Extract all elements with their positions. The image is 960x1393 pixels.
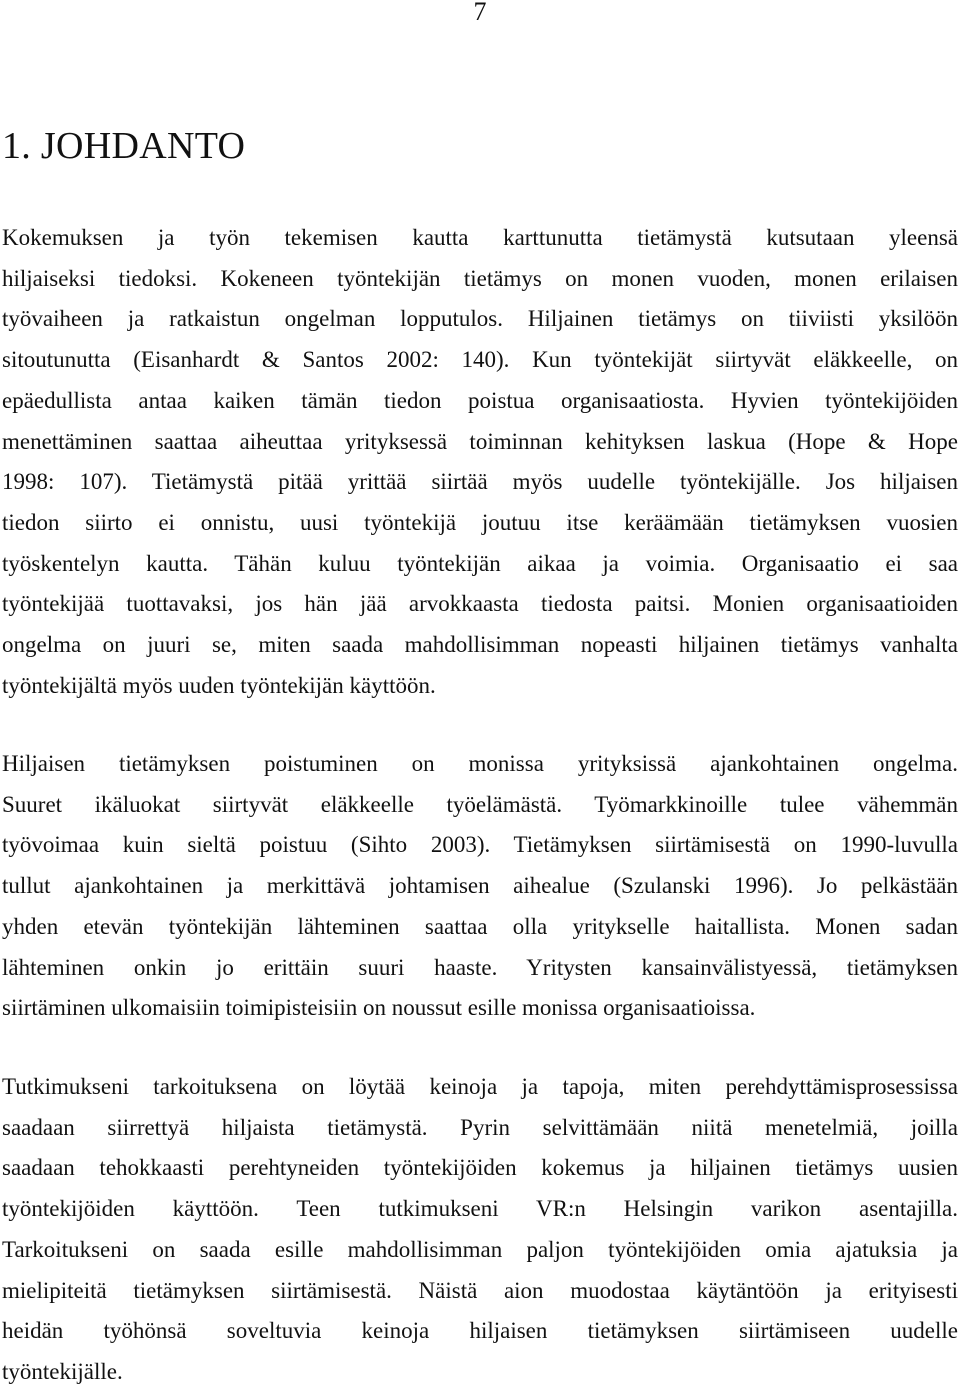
text-line: työskentelyn kautta. Tähän kuluu työntekijän aikaa ja voimia. Organisaatio ei saa: [2, 550, 958, 576]
text-line: saadaan tehokkaasti perehtyneiden työntekijöiden kokemus ja hiljainen tietämys uusien: [2, 1155, 958, 1181]
text-line: menettäminen saattaa aiheuttaa yrityksessä toiminnan kehityksen laskua (Hope & Hope: [2, 428, 958, 454]
paragraph-2: [2, 744, 958, 1029]
text-line: työvaiheen ja ratkaistun ongelman lopputulos. Hiljainen tietämys on tiiviisti yksilöön: [2, 306, 958, 332]
text-line: hiljaiseksi tiedoksi. Kokeneen työntekijän tietämys on monen vuoden, monen erilaisen: [2, 265, 958, 291]
text-line: Kokemuksen ja työn tekemisen kautta karttunutta tietämystä kutsutaan yleensä: [2, 225, 958, 250]
text-line: työntekijöiden käyttöön. Teen tutkimukseni VR:n Helsingin varikon asentajilla.: [2, 1196, 958, 1222]
text-line: työntekijälle.: [2, 1358, 123, 1384]
text-line: mielipiteitä tietämyksen siirtämisestä. Näistä aion muodostaa käytäntöön ja erityisesti: [2, 1277, 958, 1303]
text-line: sitoutunutta (Eisanhardt & Santos 2002: 140). Kun työntekijät siirtyvät eläkkeelle, on: [2, 347, 958, 373]
page-number: 7: [473, 0, 487, 26]
text-line: työvoimaa kuin sieltä poistuu (Sihto 2003). Tietämyksen siirtämisestä on 1990-luvulla: [2, 832, 958, 858]
chapter-heading: 1. JOHDANTO: [2, 125, 246, 167]
text-line: heidän työhönsä soveltuvia keinoja hiljaisen tietämyksen siirtämiseen uudelle: [2, 1318, 958, 1344]
text-line: työntekijältä myös uuden työntekijän käyttöön.: [2, 672, 436, 698]
text-line: siirtäminen ulkomaisiin toimipisteisiin on noussut esille monissa organisaatioissa.: [2, 995, 756, 1021]
paragraph-3: [2, 1067, 958, 1393]
text-line: Tarkoitukseni on saada esille mahdollisimman paljon työntekijöiden omia ajatuksia ja: [2, 1236, 958, 1262]
text-line: 1998: 107). Tietämystä pitää yrittää siirtää myös uudelle työntekijälle. Jos hiljaisen: [2, 469, 958, 495]
text-line: työntekijää tuottavaksi, jos hän jää arvokkaasta tiedosta paitsi. Monien organisaatioiden: [2, 591, 958, 617]
text-line: Tutkimukseni tarkoituksena on löytää keinoja ja tapoja, miten perehdyttämisprosessissa: [2, 1074, 958, 1099]
text-line: lähteminen onkin jo erittäin suuri haaste. Yritysten kansainvälistyessä, tietämyksen: [2, 954, 958, 980]
text-line: Suuret ikäluokat siirtyvät eläkkeelle työelämästä. Työmarkkinoille tulee vähemmän: [2, 791, 958, 817]
text-line: yhden etevän työntekijän lähteminen saattaa olla yritykselle haitallista. Monen sadan: [2, 913, 958, 939]
text-line: saadaan siirrettyä hiljaista tietämystä. Pyrin selvittämään niitä menetelmiä, joilla: [2, 1114, 958, 1140]
text-line: ongelma on juuri se, miten saada mahdollisimman nopeasti hiljainen tietämys vanhalta: [2, 632, 958, 658]
text-line: epäedullista antaa kaiken tämän tiedon poistua organisaatiosta. Hyvien työntekijöiden: [2, 387, 958, 413]
text-line: tullut ajankohtainen ja merkittävä johtamisen aihealue (Szulanski 1996). Jo pelkästään: [2, 873, 958, 899]
text-line: Hiljaisen tietämyksen poistuminen on monissa yrityksissä ajankohtainen ongelma.: [2, 751, 958, 776]
paragraph-1: [2, 218, 958, 706]
text-line: tiedon siirto ei onnistu, uusi työntekijä joutuu itse keräämään tietämyksen vuosien: [2, 509, 958, 535]
